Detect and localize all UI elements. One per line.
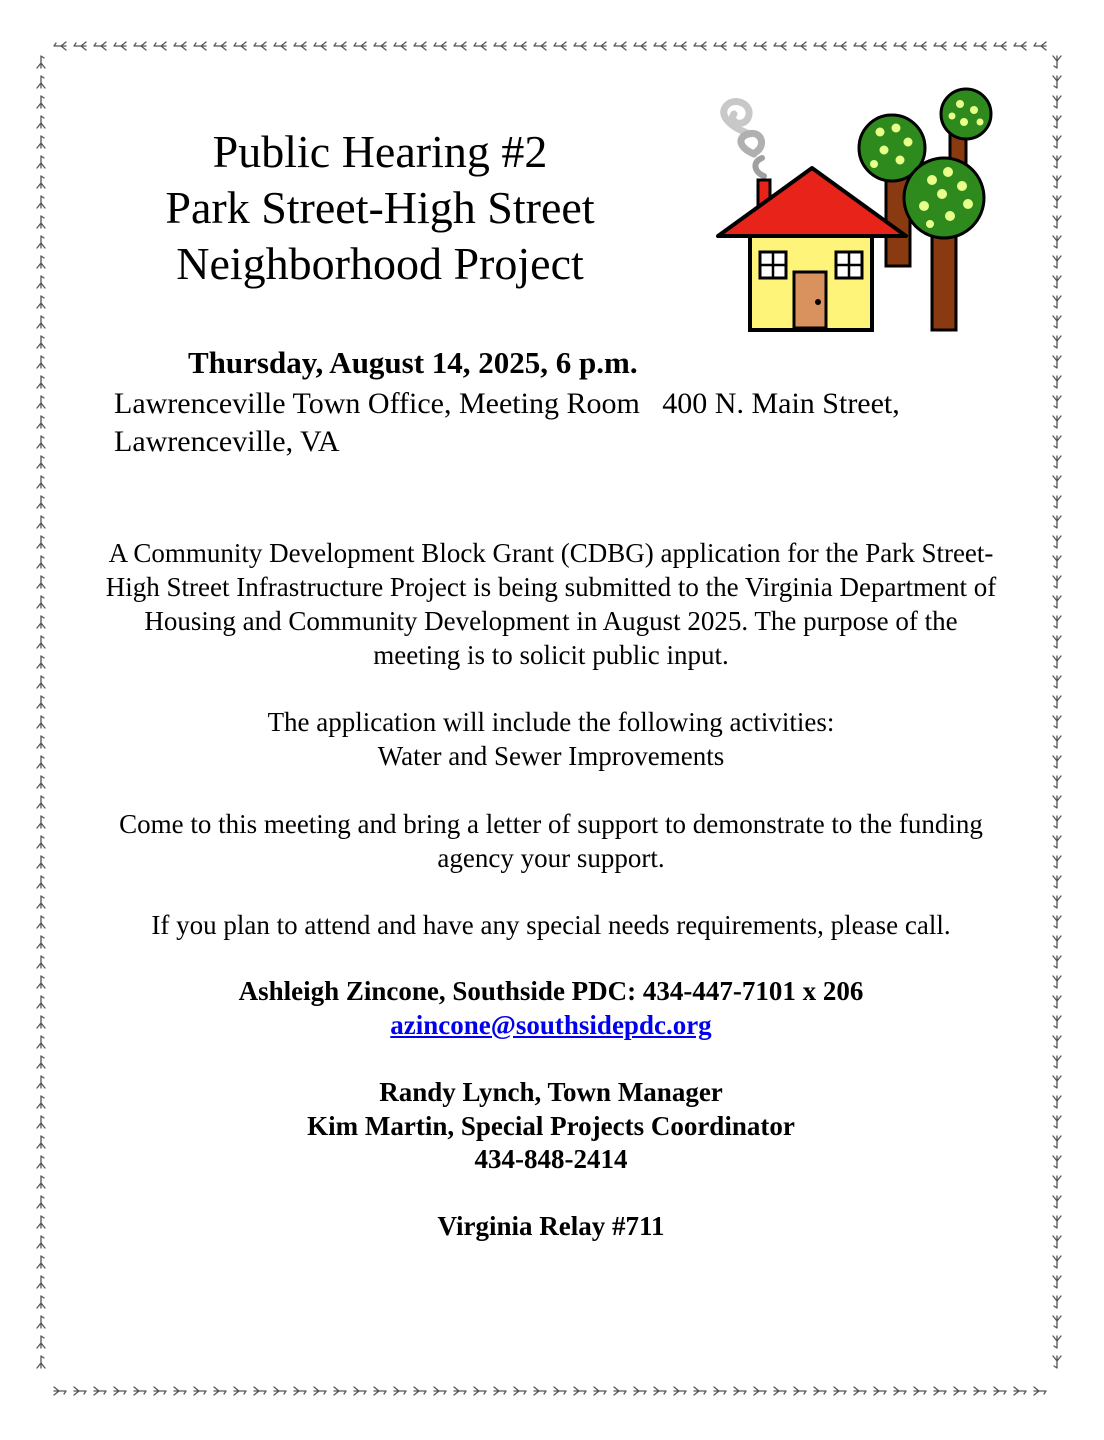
- bird-track-icon: [734, 42, 746, 50]
- bird-track-icon: [694, 1387, 706, 1395]
- town-contact: [56, 1076, 1046, 1177]
- bird-track-icon: [37, 936, 45, 948]
- bird-track-icon: [594, 42, 606, 50]
- bird-track-icon: [754, 1387, 766, 1395]
- bird-track-icon: [1053, 736, 1061, 748]
- bird-track-icon: [114, 1387, 126, 1395]
- bird-track-icon: [174, 1387, 186, 1395]
- bird-track-icon: [474, 1387, 486, 1395]
- bird-track-icon: [154, 42, 166, 50]
- bird-track-icon: [1053, 156, 1061, 168]
- bird-track-icon: [37, 1036, 45, 1048]
- bird-track-icon: [1053, 876, 1061, 888]
- bird-track-icon: [1053, 936, 1061, 948]
- bird-track-icon: [37, 176, 45, 188]
- bird-track-icon: [37, 1076, 45, 1088]
- bird-track-icon: [37, 496, 45, 508]
- bird-track-icon: [834, 42, 846, 50]
- bird-track-icon: [37, 256, 45, 268]
- bird-track-icon: [674, 1387, 686, 1395]
- bird-track-icon: [37, 456, 45, 468]
- bird-track-icon: [254, 42, 266, 50]
- description-line-2: High Street Infrastructure Project is being submitted to the Virginia Department of: [105, 572, 997, 602]
- pdc-email-link[interactable]: azincone@southsidepdc.org: [390, 1009, 712, 1040]
- bird-track-icon: [894, 42, 906, 50]
- bird-track-icon: [94, 42, 106, 50]
- bird-track-icon: [37, 96, 45, 108]
- bird-track-icon: [894, 1387, 906, 1395]
- bird-track-icon: [37, 536, 45, 548]
- bird-track-icon: [1053, 716, 1061, 728]
- house-with-trees-icon: [710, 86, 1000, 341]
- bird-track-icon: [37, 416, 45, 428]
- bird-track-icon: [294, 1387, 306, 1395]
- bird-track-icon: [1053, 336, 1061, 348]
- description-paragraph: [56, 536, 1046, 672]
- bird-track-icon: [54, 42, 66, 50]
- bird-track-icon: [514, 42, 526, 50]
- special-needs-paragraph: [56, 908, 1046, 942]
- bird-track-icon: [37, 356, 45, 368]
- bird-track-icon: [334, 42, 346, 50]
- bird-track-icon: [314, 42, 326, 50]
- bird-track-icon: [1053, 976, 1061, 988]
- bird-track-icon: [37, 276, 45, 288]
- bird-track-icon: [1053, 1176, 1061, 1188]
- bird-track-icon: [774, 42, 786, 50]
- bird-track-icon: [214, 42, 226, 50]
- bird-track-icon: [37, 656, 45, 668]
- bird-track-icon: [1053, 676, 1061, 688]
- bird-track-icon: [37, 836, 45, 848]
- bird-track-icon: [454, 42, 466, 50]
- bird-track-icon: [74, 42, 86, 50]
- bird-track-icon: [194, 42, 206, 50]
- bird-track-icon: [1053, 216, 1061, 228]
- support-paragraph: [56, 807, 1046, 875]
- bird-track-icon: [37, 1216, 45, 1228]
- bird-track-icon: [1053, 1216, 1061, 1228]
- bird-track-icon: [954, 1387, 966, 1395]
- bird-track-icon: [1053, 1016, 1061, 1028]
- description-line-1: A Community Development Block Grant (CDBG) application for the Park Street-: [108, 538, 994, 568]
- bird-track-icon: [194, 1387, 206, 1395]
- bird-track-icon: [474, 42, 486, 50]
- bird-track-icon: [37, 316, 45, 328]
- bird-track-icon: [37, 1016, 45, 1028]
- bird-track-icon: [114, 42, 126, 50]
- bird-track-icon: [294, 42, 306, 50]
- bird-track-icon: [754, 42, 766, 50]
- bird-track-icon: [994, 42, 1006, 50]
- bird-track-icon: [874, 1387, 886, 1395]
- bird-track-icon: [37, 1316, 45, 1328]
- bird-track-icon: [37, 376, 45, 388]
- bird-track-icon: [1053, 596, 1061, 608]
- bird-track-icon: [1053, 256, 1061, 268]
- bird-track-icon: [37, 556, 45, 568]
- bird-track-icon: [534, 42, 546, 50]
- bird-track-icon: [1053, 136, 1061, 148]
- bird-track-icon: [674, 42, 686, 50]
- bird-track-icon: [614, 42, 626, 50]
- bird-track-icon: [1053, 1076, 1061, 1088]
- bird-track-icon: [154, 1387, 166, 1395]
- bird-track-icon: [37, 1356, 45, 1368]
- bird-track-icon: [694, 42, 706, 50]
- bird-track-icon: [37, 856, 45, 868]
- bird-track-icon: [1053, 1256, 1061, 1268]
- bird-track-icon: [1014, 42, 1026, 50]
- bird-track-icon: [914, 1387, 926, 1395]
- bird-track-icon: [234, 42, 246, 50]
- bird-track-icon: [874, 42, 886, 50]
- bird-track-icon: [854, 42, 866, 50]
- bird-track-icon: [37, 916, 45, 928]
- bird-track-icon: [37, 1116, 45, 1128]
- bird-track-icon: [37, 576, 45, 588]
- bird-track-icon: [37, 636, 45, 648]
- bird-track-icon: [574, 42, 586, 50]
- pdc-contact-line: Ashleigh Zincone, Southside PDC: 434-447-7101 x 206: [238, 976, 864, 1006]
- bird-track-icon: [414, 1387, 426, 1395]
- bird-track-icon: [1053, 1296, 1061, 1308]
- bird-track-icon: [37, 56, 45, 68]
- bird-track-icon: [37, 956, 45, 968]
- bird-track-icon: [37, 816, 45, 828]
- bird-track-icon: [974, 42, 986, 50]
- bird-track-icon: [37, 776, 45, 788]
- bird-track-icon: [1053, 856, 1061, 868]
- bird-track-icon: [1053, 1336, 1061, 1348]
- bird-track-icon: [734, 1387, 746, 1395]
- bird-track-icon: [354, 1387, 366, 1395]
- bird-track-icon: [1053, 516, 1061, 528]
- bird-track-icon: [1053, 756, 1061, 768]
- pdc-contact: [56, 975, 1046, 1042]
- town-manager-line: Randy Lynch, Town Manager: [379, 1077, 723, 1107]
- bird-track-icon: [454, 1387, 466, 1395]
- bird-track-icon: [934, 1387, 946, 1395]
- bird-track-icon: [1053, 276, 1061, 288]
- bird-track-icon: [1053, 916, 1061, 928]
- projects-coordinator-line: Kim Martin, Special Projects Coordinator: [307, 1110, 795, 1141]
- bird-track-icon: [534, 1387, 546, 1395]
- bird-track-icon: [1053, 1096, 1061, 1108]
- bird-track-icon: [1053, 96, 1061, 108]
- bird-track-icon: [1053, 956, 1061, 968]
- bird-track-icon: [434, 1387, 446, 1395]
- bird-track-icon: [1014, 1387, 1026, 1395]
- bird-track-icon: [1053, 376, 1061, 388]
- bird-track-icon: [354, 42, 366, 50]
- bird-track-icon: [854, 1387, 866, 1395]
- bird-track-icon: [1053, 656, 1061, 668]
- bird-track-icon: [394, 1387, 406, 1395]
- bird-track-icon: [1053, 616, 1061, 628]
- page-title: [120, 124, 640, 292]
- bird-track-icon: [37, 1196, 45, 1208]
- bird-track-icon: [1053, 816, 1061, 828]
- bird-track-icon: [1053, 116, 1061, 128]
- bird-track-icon: [1053, 636, 1061, 648]
- bird-track-icon: [914, 42, 926, 50]
- bird-track-icon: [1053, 1056, 1061, 1068]
- bird-track-icon: [37, 716, 45, 728]
- activities-intro: The application will include the following activities:: [267, 707, 835, 737]
- virginia-relay: [56, 1210, 1046, 1244]
- bird-track-icon: [1053, 296, 1061, 308]
- bird-track-icon: [954, 42, 966, 50]
- bird-track-icon: [714, 1387, 726, 1395]
- bird-track-icon: [37, 76, 45, 88]
- bird-track-icon: [634, 1387, 646, 1395]
- description-line-3: Housing and Community Development in August 2025. The purpose of the: [144, 606, 958, 636]
- bird-track-icon: [1053, 1136, 1061, 1148]
- bird-track-icon: [1053, 536, 1061, 548]
- bird-track-icon: [494, 1387, 506, 1395]
- bird-track-icon: [1053, 576, 1061, 588]
- bird-track-icon: [1053, 456, 1061, 468]
- bird-track-icon: [37, 696, 45, 708]
- bird-track-icon: [134, 1387, 146, 1395]
- bird-track-icon: [934, 42, 946, 50]
- bird-track-icon: [214, 1387, 226, 1395]
- bird-track-icon: [834, 1387, 846, 1395]
- bird-track-icon: [574, 1387, 586, 1395]
- bird-track-icon: [1053, 1316, 1061, 1328]
- virginia-relay-text: Virginia Relay #711: [437, 1211, 665, 1241]
- event-date: Thursday, August 14, 2025, 6 p.m.: [188, 345, 638, 380]
- title-line-2: Park Street-High Street: [165, 182, 595, 233]
- bird-track-icon: [1053, 1196, 1061, 1208]
- special-needs-text: If you plan to attend and have any special needs requirements, please call.: [151, 910, 951, 940]
- bird-track-icon: [1053, 1236, 1061, 1248]
- bird-track-icon: [814, 42, 826, 50]
- bird-track-icon: [1053, 556, 1061, 568]
- bird-track-icon: [1053, 1156, 1061, 1168]
- bird-track-icon: [1053, 356, 1061, 368]
- bird-track-icon: [274, 42, 286, 50]
- bird-track-icon: [37, 736, 45, 748]
- bird-track-icon: [1053, 176, 1061, 188]
- bird-track-icon: [37, 1096, 45, 1108]
- bird-track-icon: [654, 42, 666, 50]
- bird-track-icon: [1053, 196, 1061, 208]
- bird-track-icon: [37, 196, 45, 208]
- bird-track-icon: [1053, 1276, 1061, 1288]
- bird-track-icon: [37, 436, 45, 448]
- bird-track-icon: [134, 42, 146, 50]
- bird-track-icon: [37, 1236, 45, 1248]
- bird-track-icon: [1053, 496, 1061, 508]
- bird-track-icon: [1053, 796, 1061, 808]
- title-line-3: Neighborhood Project: [176, 238, 584, 289]
- bird-track-icon: [37, 116, 45, 128]
- title-line-1: Public Hearing #2: [212, 126, 548, 177]
- bird-track-icon: [37, 156, 45, 168]
- bird-track-icon: [974, 1387, 986, 1395]
- support-line-1: Come to this meeting and bring a letter of support to demonstrate to the funding: [119, 809, 983, 839]
- description-line-4: meeting is to solicit public input.: [373, 640, 729, 670]
- bird-track-icon: [1053, 396, 1061, 408]
- bird-track-icon: [794, 42, 806, 50]
- bird-track-icon: [1053, 1356, 1061, 1368]
- bird-track-icon: [334, 1387, 346, 1395]
- bird-track-icon: [37, 896, 45, 908]
- bird-track-icon: [1053, 476, 1061, 488]
- bird-track-icon: [37, 296, 45, 308]
- bird-track-icon: [37, 996, 45, 1008]
- bird-track-icon: [37, 616, 45, 628]
- bird-track-icon: [54, 1387, 66, 1395]
- bird-track-icon: [714, 42, 726, 50]
- bird-track-icon: [37, 516, 45, 528]
- bird-track-icon: [814, 1387, 826, 1395]
- bird-track-icon: [37, 336, 45, 348]
- bird-track-icon: [37, 1156, 45, 1168]
- bird-track-icon: [37, 796, 45, 808]
- bird-track-icon: [594, 1387, 606, 1395]
- bird-track-icon: [94, 1387, 106, 1395]
- bird-track-icon: [634, 42, 646, 50]
- bird-track-icon: [434, 42, 446, 50]
- bird-track-icon: [1034, 1387, 1046, 1395]
- event-location-line-1: Lawrenceville Town Office, Meeting Room 400 N. Main Street,: [114, 387, 900, 420]
- activities-paragraph: [56, 705, 1046, 773]
- bird-track-icon: [74, 1387, 86, 1395]
- bird-track-icon: [1053, 436, 1061, 448]
- bird-track-icon: [274, 1387, 286, 1395]
- bird-track-icon: [37, 136, 45, 148]
- bird-track-icon: [37, 396, 45, 408]
- bird-track-icon: [374, 42, 386, 50]
- bird-track-icon: [1053, 416, 1061, 428]
- bird-track-icon: [1053, 696, 1061, 708]
- bird-track-icon: [654, 1387, 666, 1395]
- bird-track-icon: [37, 1056, 45, 1068]
- bird-track-icon: [37, 756, 45, 768]
- bird-track-icon: [37, 476, 45, 488]
- event-location: [114, 385, 1014, 461]
- bird-track-icon: [234, 1387, 246, 1395]
- bird-track-icon: [774, 1387, 786, 1395]
- bird-track-icon: [314, 1387, 326, 1395]
- bird-track-icon: [37, 216, 45, 228]
- bird-track-icon: [1053, 316, 1061, 328]
- bird-track-icon: [374, 1387, 386, 1395]
- event-location-line-2: Lawrenceville, VA: [114, 425, 340, 458]
- bird-track-icon: [37, 1276, 45, 1288]
- bird-track-icon: [794, 1387, 806, 1395]
- bird-track-icon: [1053, 76, 1061, 88]
- bird-track-icon: [554, 1387, 566, 1395]
- bird-track-icon: [1034, 42, 1046, 50]
- bird-track-icon: [1053, 236, 1061, 248]
- bird-track-icon: [614, 1387, 626, 1395]
- bird-track-icon: [1053, 1116, 1061, 1128]
- bird-track-icon: [1053, 836, 1061, 848]
- bird-track-icon: [514, 1387, 526, 1395]
- bird-track-icon: [37, 236, 45, 248]
- bird-track-icon: [494, 42, 506, 50]
- bird-track-icon: [37, 676, 45, 688]
- bird-track-icon: [1053, 896, 1061, 908]
- support-line-2: agency your support.: [437, 843, 665, 873]
- bird-track-icon: [1053, 996, 1061, 1008]
- bird-track-icon: [1053, 776, 1061, 788]
- bird-track-icon: [37, 1176, 45, 1188]
- bird-track-icon: [554, 42, 566, 50]
- bird-track-icon: [1053, 56, 1061, 68]
- bird-track-icon: [1053, 1036, 1061, 1048]
- bird-track-icon: [37, 596, 45, 608]
- bird-track-icon: [37, 976, 45, 988]
- bird-track-icon: [37, 1336, 45, 1348]
- bird-track-icon: [254, 1387, 266, 1395]
- bird-track-icon: [37, 1296, 45, 1308]
- bird-track-icon: [37, 876, 45, 888]
- bird-track-icon: [394, 42, 406, 50]
- bird-track-icon: [37, 1256, 45, 1268]
- bird-track-icon: [174, 42, 186, 50]
- activities-item: Water and Sewer Improvements: [377, 741, 725, 771]
- bird-track-icon: [414, 42, 426, 50]
- bird-track-icon: [994, 1387, 1006, 1395]
- bird-track-icon: [37, 1136, 45, 1148]
- town-phone: 434-848-2414: [474, 1144, 628, 1174]
